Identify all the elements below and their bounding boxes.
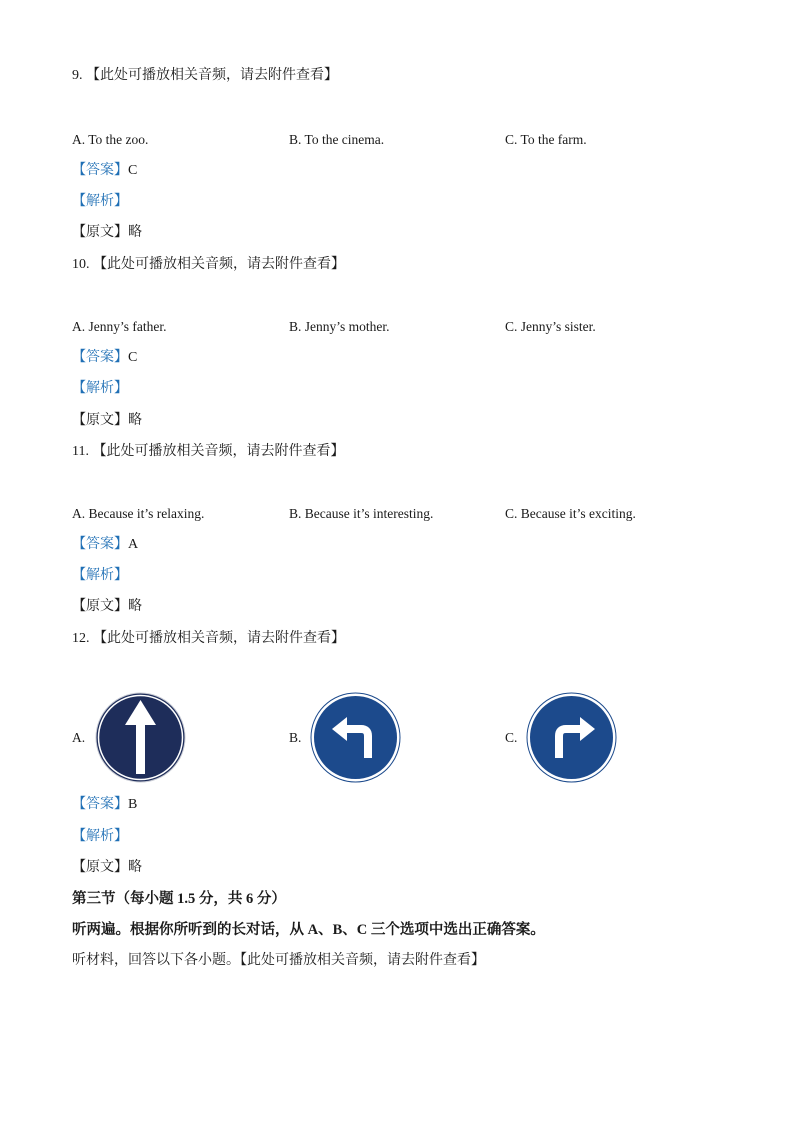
answer-tag: 【答案】 — [72, 537, 128, 552]
original-tag: 【原文】 — [72, 413, 128, 428]
q12-option-b-label: B. — [289, 730, 302, 745]
q10-answer — [72, 349, 137, 367]
q11-option-a: A. Because it’s relaxing. — [72, 506, 205, 521]
original-value: 略 — [128, 599, 142, 614]
q9-original — [72, 224, 142, 242]
q9-option-a: A. To the zoo. — [72, 132, 149, 147]
q9-option-c: C. To the farm. — [505, 132, 587, 147]
q9-option-b: B. To the cinema. — [289, 132, 385, 147]
answer-value: A — [128, 537, 139, 552]
q9-answer — [72, 162, 137, 180]
q12-analysis-tag: 【解析】 — [72, 829, 128, 844]
answer-value: C — [128, 163, 138, 178]
question-12-stem: 12. 【此处可播放相关音频，请去附件查看】 — [72, 631, 345, 646]
straight-ahead-arrow-sign-icon — [95, 692, 186, 783]
q10-analysis-tag: 【解析】 — [72, 381, 128, 396]
answer-tag: 【答案】 — [72, 350, 128, 365]
original-tag: 【原文】 — [72, 860, 128, 875]
q10-option-a: A. Jenny’s father. — [72, 319, 167, 334]
original-value: 略 — [128, 413, 142, 428]
q12-answer — [72, 796, 137, 814]
question-9-stem: 9. 【此处可播放相关音频，请去附件查看】 — [72, 68, 338, 83]
q9-analysis-tag: 【解析】 — [72, 194, 128, 209]
original-tag: 【原文】 — [72, 225, 128, 240]
q12-original — [72, 859, 142, 877]
q12-option-c-label: C. — [505, 730, 518, 745]
original-value: 略 — [128, 860, 142, 875]
q10-original — [72, 412, 142, 430]
q10-option-c: C. Jenny’s sister. — [505, 319, 596, 334]
q11-option-c: C. Because it’s exciting. — [505, 506, 636, 521]
turn-right-arrow-sign-icon — [526, 692, 617, 783]
answer-value: C — [128, 350, 138, 365]
q12-option-a-label: A. — [72, 730, 86, 745]
q11-option-b: B. Because it’s interesting. — [289, 506, 434, 521]
answer-tag: 【答案】 — [72, 163, 128, 178]
section-3-instruction: 听两遍。根据你所听到的长对话，从 A、B、C 三个选项中选出正确答案。 — [72, 922, 545, 938]
section-3-heading: 第三节（每小题 1.5 分，共 6 分） — [72, 891, 286, 907]
question-10-stem: 10. 【此处可播放相关音频，请去附件查看】 — [72, 257, 345, 272]
q11-original — [72, 598, 142, 616]
turn-left-arrow-sign-icon — [310, 692, 401, 783]
section-3-material: 听材料，回答以下各小题。【此处可播放相关音频，请去附件查看】 — [72, 953, 485, 968]
q11-answer — [72, 536, 138, 554]
original-tag: 【原文】 — [72, 599, 128, 614]
question-11-stem: 11. 【此处可播放相关音频，请去附件查看】 — [72, 444, 345, 459]
original-value: 略 — [128, 225, 142, 240]
answer-tag: 【答案】 — [72, 797, 128, 812]
answer-value: B — [128, 797, 138, 812]
q11-analysis-tag: 【解析】 — [72, 568, 128, 583]
q10-option-b: B. Jenny’s mother. — [289, 319, 390, 334]
